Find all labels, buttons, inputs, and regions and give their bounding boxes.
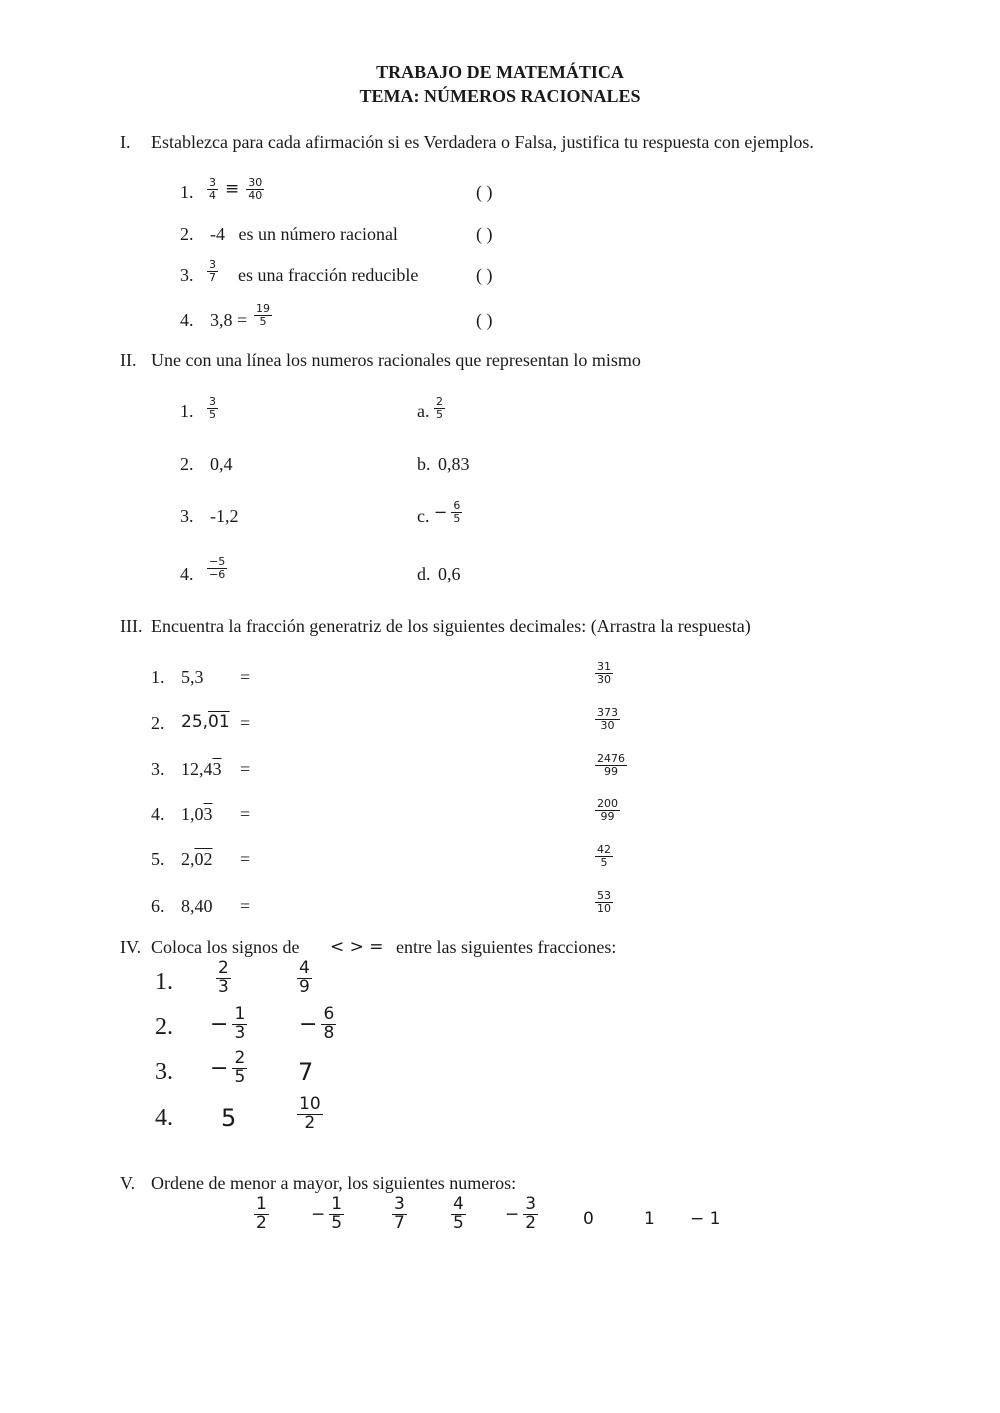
s4-item-4-right: $\frac{10}{2}$	[299, 1094, 321, 1133]
s3-answer-5[interactable]: $\frac{42}{5}$	[597, 843, 611, 869]
s3-item-6-number: 6.	[151, 896, 165, 916]
section-3-number: III.	[120, 616, 143, 636]
s1-item-4-fraction: $\frac{19}{5}$	[256, 302, 270, 328]
s2-right-item-b-letter: b.	[417, 454, 431, 474]
s3-item-4-number: 4.	[151, 804, 165, 824]
s1-item-2-statement: -4 es un número racional	[210, 224, 398, 244]
s4-item-3-number: 3.	[155, 1059, 173, 1085]
s2-left-item-2-number: 2.	[180, 454, 194, 474]
s3-item-2-number: 2.	[151, 713, 165, 733]
fraction: $\frac{3}{4}$	[209, 176, 216, 202]
s3-item-3-equals: =	[240, 759, 251, 779]
s1-item-4-statement: 3,8 =	[210, 310, 248, 330]
section-4-instruction-b: entre las siguientes fracciones:	[396, 937, 617, 957]
page-subtitle: TEMA: NÚMEROS RACIONALES	[359, 86, 641, 106]
section-2-instruction: Une con una línea los numeros racionales que representan lo mismo	[151, 350, 641, 370]
s2-right-item-d-letter: d.	[417, 564, 431, 584]
s3-item-3-number: 3.	[151, 759, 165, 779]
s3-item-5-number: 5.	[151, 849, 165, 869]
s4-item-4-left: 5	[221, 1104, 237, 1132]
s3-item-4-equals: =	[240, 804, 251, 824]
section-4-number: IV.	[120, 937, 142, 957]
s2-left-item-3-number: 3.	[180, 506, 194, 526]
s1-item-3-statement: es una fracción reducible	[238, 265, 419, 285]
s2-left-item-3-value[interactable]: -1,2	[210, 506, 239, 526]
s2-left-item-1-value[interactable]: $\frac{3}{5}$	[209, 395, 216, 421]
section-1-instruction: Establezca para cada afirmación si es Verdadera o Falsa, justifica tu respuesta con ejemplos.	[151, 132, 814, 152]
section-3-instruction: Encuentra la fracción generatriz de los siguientes decimales: (Arrastra la respuesta)	[151, 616, 751, 636]
s3-item-6-decimal: 8,40	[181, 896, 213, 916]
s3-answer-4[interactable]: $\frac{200}{99}$	[597, 797, 618, 823]
s1-item-1-statement: $\frac{3}{4}$ ≡ $\frac{30}{40}$	[209, 176, 263, 202]
s1-item-2-number: 2.	[180, 224, 194, 244]
s2-left-item-4-number: 4.	[180, 564, 194, 584]
s4-item-1-left: $\frac{2}{3}$	[218, 958, 229, 997]
s3-item-4-decimal: 1,03	[181, 804, 213, 824]
s4-item-2-right: − $\frac{6}{8}$	[299, 1004, 335, 1043]
s4-item-2-number: 2.	[155, 1014, 173, 1040]
s3-item-1-decimal: 5,3	[181, 667, 204, 687]
s4-item-3-right: 7	[298, 1058, 314, 1086]
s4-item-2-left: − $\frac{1}{3}$	[210, 1004, 246, 1043]
s4-item-1-right: $\frac{4}{9}$	[299, 958, 310, 997]
s4-item-4-number: 4.	[155, 1105, 173, 1131]
s2-right-item-b-value[interactable]: 0,83	[438, 454, 470, 474]
s3-answer-3[interactable]: $\frac{2476}{99}$	[597, 752, 625, 778]
s1-item-1-answer-blank[interactable]: ( )	[476, 182, 493, 202]
s5-number-8[interactable]: − 1	[690, 1209, 721, 1229]
s2-right-item-c-value[interactable]: − $\frac{6}{5}$	[434, 499, 461, 525]
s3-item-5-decimal: 2,02	[181, 849, 213, 869]
s4-item-3-left: − $\frac{2}{5}$	[210, 1048, 246, 1087]
s5-number-2[interactable]: − $\frac{1}{5}$	[311, 1194, 343, 1233]
s3-item-6-equals: =	[240, 896, 251, 916]
s5-number-6[interactable]: 0	[583, 1209, 594, 1229]
s3-item-3-decimal: 12,43	[181, 759, 222, 779]
s1-item-4-answer-blank[interactable]: ( )	[476, 310, 493, 330]
s2-right-item-c-letter: c.	[417, 506, 430, 526]
section-1-number: I.	[120, 132, 131, 152]
section-2-number: II.	[120, 350, 137, 370]
page-title: TRABAJO DE MATEMÁTICA	[376, 62, 624, 82]
s3-answer-1[interactable]: $\frac{31}{30}$	[597, 660, 611, 686]
s3-answer-6[interactable]: $\frac{53}{10}$	[597, 889, 611, 915]
s2-left-item-2-value[interactable]: 0,4	[210, 454, 233, 474]
section-5-instruction: Ordene de menor a mayor, los siguientes numeros:	[151, 1173, 517, 1193]
s5-number-1[interactable]: $\frac{1}{2}$	[256, 1194, 267, 1233]
s2-left-item-1-number: 1.	[180, 401, 194, 421]
s1-item-2-answer-blank[interactable]: ( )	[476, 224, 493, 244]
s1-item-3-number: 3.	[180, 265, 194, 285]
s5-number-7[interactable]: 1	[644, 1209, 655, 1229]
s3-item-1-number: 1.	[151, 667, 165, 687]
s2-right-item-d-value[interactable]: 0,6	[438, 564, 461, 584]
s3-item-2-equals: =	[240, 713, 251, 733]
s2-right-item-a-letter: a.	[417, 401, 430, 421]
s3-item-5-equals: =	[240, 849, 251, 869]
section-5-number: V.	[120, 1173, 136, 1193]
s3-item-1-equals: =	[240, 667, 251, 687]
s3-answer-2[interactable]: $\frac{373}{30}$	[597, 706, 618, 732]
s4-item-1-number: 1.	[155, 969, 173, 995]
s1-item-4-number: 4.	[180, 310, 194, 330]
s5-number-3[interactable]: $\frac{3}{7}$	[394, 1194, 405, 1233]
section-4-signs: < > =	[330, 937, 384, 957]
s5-number-5[interactable]: − $\frac{3}{2}$	[505, 1194, 537, 1233]
s2-left-item-4-value[interactable]: $\frac{-5}{-6}$	[209, 555, 226, 581]
s2-right-item-a-value[interactable]: $\frac{2}{5}$	[436, 395, 443, 421]
s1-item-3-fraction: $\frac{3}{7}$	[209, 258, 216, 284]
section-4-instruction-a: Coloca los signos de	[151, 937, 300, 957]
fraction: $\frac{30}{40}$	[248, 176, 263, 202]
s3-item-2-decimal: 25,01	[181, 712, 230, 732]
s1-item-3-answer-blank[interactable]: ( )	[476, 265, 493, 285]
s5-number-4[interactable]: $\frac{4}{5}$	[453, 1194, 464, 1233]
s1-item-1-number: 1.	[180, 182, 194, 202]
